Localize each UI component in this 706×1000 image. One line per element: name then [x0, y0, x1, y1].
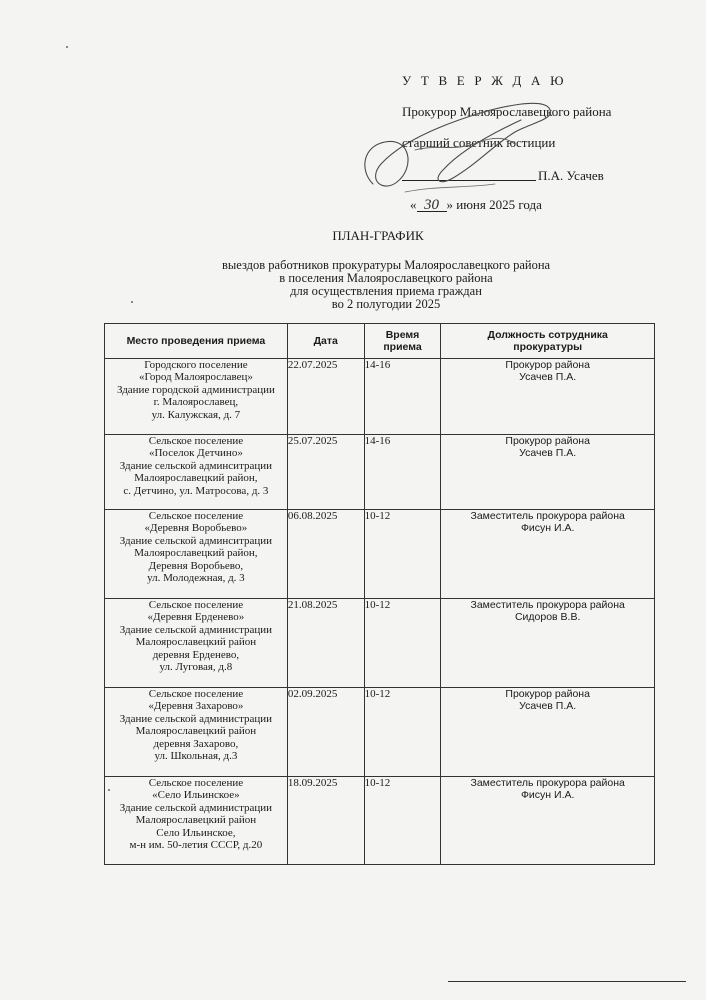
- position-line: Прокурор района: [505, 688, 590, 700]
- place-line: ул. Луговая, д.8: [159, 661, 233, 674]
- scan-speck: [66, 46, 68, 48]
- position-line: Сидоров В.В.: [514, 611, 581, 624]
- cell-place: [105, 510, 288, 599]
- cell-date: 02.09.2025: [287, 688, 364, 777]
- subtitle-line: выездов работников прокуратуры Малоярославецкого района: [221, 258, 551, 272]
- table-row: [105, 777, 655, 865]
- subtitle-line: для осуществления приема граждан: [290, 284, 482, 298]
- header-position-line: прокуратуры: [513, 341, 583, 353]
- cell-date: 18.09.2025: [287, 777, 364, 865]
- place-line: «Поселок Детчино»: [148, 447, 243, 460]
- table-row: [105, 688, 655, 777]
- place-line: Сельское поселение: [148, 435, 244, 447]
- date-open-quote: «: [410, 197, 417, 212]
- position-line: Заместитель прокурора района: [470, 510, 625, 522]
- place-line: м-н им. 50-летия СССР, д.20: [129, 839, 263, 852]
- place-line: ул. Молодежная, д. 3: [147, 572, 245, 585]
- signer-name: П.А. Усачев: [538, 168, 604, 183]
- place-line: Здание сельской админситрации: [119, 534, 273, 547]
- place-line: Сельское поселение: [148, 688, 244, 700]
- place-line: Малоярославецкий район,: [134, 472, 258, 485]
- place-line: Малоярославецкий район: [135, 814, 257, 827]
- place-line: Сельское поселение: [148, 777, 244, 789]
- table-row: [105, 510, 655, 599]
- header-date: Дата: [287, 324, 364, 359]
- approver-position: Прокурор Малоярославецкого района: [402, 104, 612, 119]
- place-line: ул. Школьная, д.3: [154, 750, 238, 763]
- table-row: [105, 359, 655, 435]
- place-line: деревня Ерденево,: [152, 648, 240, 661]
- position-line: Прокурор района: [505, 359, 590, 371]
- date-month-year: » июня 2025 года: [446, 197, 542, 212]
- place-line: Малоярославецкий район: [135, 636, 257, 649]
- cell-position: [441, 777, 655, 865]
- cell-position: [441, 435, 655, 510]
- position-line: Заместитель прокурора района: [470, 777, 625, 789]
- cell-time: 14-16: [364, 435, 441, 510]
- place-line: ул. Калужская, д. 7: [151, 408, 241, 421]
- cell-time: 10-12: [364, 777, 441, 865]
- table-header-row: [105, 324, 655, 359]
- cell-position: [441, 510, 655, 599]
- place-line: Здание сельской админситрации: [119, 459, 273, 472]
- place-line: Малоярославецкий район,: [134, 547, 258, 560]
- cell-position: [441, 599, 655, 688]
- date-day: 30: [417, 199, 447, 212]
- position-line: Усачев П.А.: [519, 700, 577, 713]
- cell-date: 06.08.2025: [287, 510, 364, 599]
- cell-date: 21.08.2025: [287, 599, 364, 688]
- cell-place: [105, 599, 288, 688]
- cell-position: [441, 359, 655, 435]
- table-row: [105, 599, 655, 688]
- cell-date: 22.07.2025: [287, 359, 364, 435]
- place-line: Городского поселение: [144, 359, 248, 371]
- bottom-rule: [448, 981, 686, 982]
- place-line: Сельское поселение: [148, 510, 244, 522]
- plan-subtitle: [178, 259, 594, 311]
- place-line: Сельское поселение: [148, 599, 244, 611]
- header-position-line: Должность сотрудника: [487, 329, 608, 341]
- cell-time: 10-12: [364, 599, 441, 688]
- place-line: «Деревня Ерденево»: [147, 611, 245, 624]
- place-line: Здание городской администрации: [116, 383, 275, 396]
- cell-place: [105, 435, 288, 510]
- cell-place: [105, 359, 288, 435]
- approval-title: У Т В Е Р Ж Д А Ю: [402, 73, 567, 88]
- place-line: Малоярославецкий район: [135, 725, 257, 738]
- place-line: с. Детчино, ул. Матросова, д. 3: [123, 484, 269, 497]
- header-place: Место проведения приема: [105, 324, 288, 359]
- place-line: г. Малоярославец,: [153, 396, 239, 409]
- place-line: деревня Захарово,: [153, 737, 239, 750]
- position-line: Заместитель прокурора района: [470, 599, 625, 611]
- approver-rank: старший советник юстиции: [402, 135, 556, 150]
- schedule-table: [104, 323, 655, 865]
- position-line: Прокурор района: [505, 435, 590, 447]
- cell-time: 14-16: [364, 359, 441, 435]
- header-time-line: приема: [383, 341, 422, 353]
- approval-block: [402, 73, 612, 213]
- cell-place: [105, 777, 288, 865]
- place-line: Здание сельской администрации: [119, 623, 273, 636]
- header-position: [441, 324, 655, 359]
- position-line: Фисун И.А.: [520, 522, 575, 535]
- approval-date: [410, 198, 542, 212]
- position-line: Усачев П.А.: [519, 447, 577, 460]
- signature-rule: [402, 180, 536, 181]
- signature-line: [402, 169, 604, 182]
- header-time: [364, 324, 441, 359]
- cell-position: [441, 688, 655, 777]
- cell-place: [105, 688, 288, 777]
- place-line: «Село Ильинское»: [152, 789, 240, 802]
- cell-date: 25.07.2025: [287, 435, 364, 510]
- cell-time: 10-12: [364, 688, 441, 777]
- scan-speck: [108, 789, 110, 791]
- cell-time: 10-12: [364, 510, 441, 599]
- place-line: «Деревня Захарово»: [148, 700, 244, 713]
- place-line: Здание сельской администрации: [119, 712, 273, 725]
- scan-speck: [131, 301, 133, 303]
- place-line: Село Ильинское,: [156, 826, 236, 839]
- subtitle-line: во 2 полугодии 2025: [331, 297, 441, 311]
- place-line: Здание сельской администрации: [119, 801, 273, 814]
- place-line: Деревня Воробьево,: [148, 559, 244, 572]
- header-time-line: Время: [385, 329, 420, 341]
- table-row: [105, 435, 655, 510]
- place-line: «Деревня Воробьево»: [144, 522, 248, 535]
- subtitle-line: в поселения Малоярославецкого района: [279, 271, 493, 285]
- place-line: «Город Малоярославец»: [138, 371, 253, 384]
- plan-title: ПЛАН-ГРАФИК: [332, 228, 424, 243]
- position-line: Усачев П.А.: [519, 371, 577, 384]
- position-line: Фисун И.А.: [520, 789, 575, 802]
